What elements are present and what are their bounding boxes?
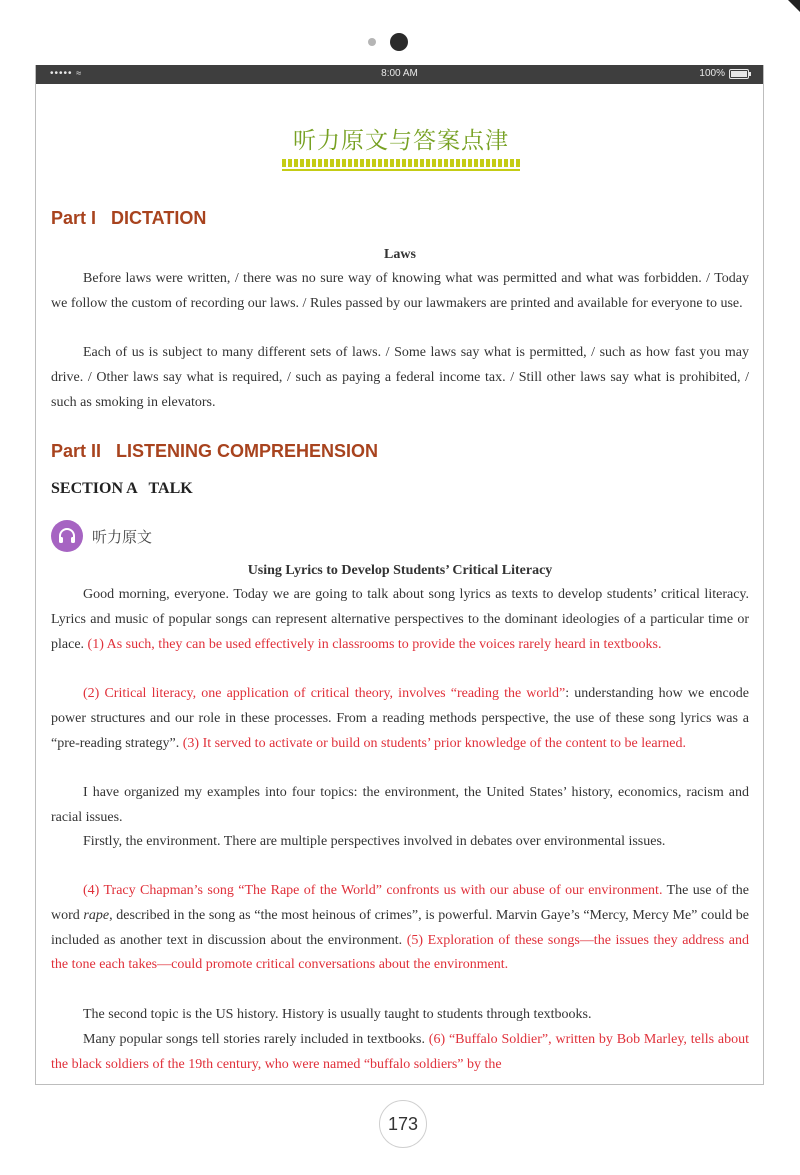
- listening-script-label: 听力原文: [92, 527, 153, 546]
- camera-dots: [368, 33, 428, 53]
- part2-paragraph-5: (4) Tracy Chapman’s song “The Rape of the World” confronts us with our abuse of our environment. The use of the word rape, described in the song as “the most heinous of crimes”, is powerful. Marvin Gaye’s “Mercy, Mercy Me” could be included as another text in discussion about the environment. (5) Exploration of these songs—the issues they address and the tone each takes—could promote critical conversations about the environment.: [51, 883, 749, 973]
- heading-decoration: [282, 159, 520, 167]
- status-time: 8:00 AM: [381, 68, 418, 79]
- battery-percent: 100%: [699, 68, 725, 79]
- page-number: 173: [379, 1100, 427, 1148]
- sensor-dot: [368, 38, 376, 46]
- answer-1: (1) As such, they can be used effectively in classrooms to provide the voices rarely heard in textbooks.: [87, 636, 662, 652]
- part2-paragraph-2: (2) Critical literacy, one application of critical theory, involves “reading the world”: understanding how we encode power structures and our role in these processes. From a reading methods perspective, the use of these song lyrics was a “pre-reading strategy”. (3) It served to activate or build on students’ prior knowledge of the content to be learned.: [51, 686, 749, 751]
- answer-5: (5) Exploration of these songs—the issues they address and the tone each takes—could promote critical conversations about the environment.: [51, 932, 749, 973]
- answer-3: (3) It served to activate or build on students’ prior knowledge of the content to be learned.: [182, 735, 686, 751]
- camera-lens: [390, 33, 408, 51]
- part2-paragraph-7: Many popular songs tell stories rarely included in textbooks. (6) “Buffalo Soldier”, written by Bob Marley, tells about the black soldiers of the 19th century, who were named “buffalo soldiers” by the: [51, 1032, 749, 1072]
- part2-title: Part II LISTENING COMPREHENSION: [51, 441, 379, 461]
- headphones-icon: [51, 520, 83, 552]
- answer-4: (4) Tracy Chapman’s song “The Rape of the World” confronts us with our abuse of our environment.: [83, 883, 663, 898]
- answer-6: (6) “Buffalo Soldier”, written by Bob Marley, tells about the black soldiers of the 19th century, who were named “buffalo soldiers” by the: [51, 1032, 749, 1072]
- part2-paragraph-6: The second topic is the US history. History is usually taught to students through textbooks.: [83, 1007, 592, 1022]
- section-banner: [281, 122, 521, 171]
- part2-paragraph-1: Good morning, everyone. Today we are going to talk about song lyrics as texts to develop students’ critical literacy. Lyrics and music of popular songs can represent alternative perspectives to the dominant ideologies of a particular time or place. (1) As such, they can be used effectively in classrooms to provide the voices rarely heard in textbooks.: [51, 587, 749, 652]
- signal-icon: ••••• ≈: [50, 68, 83, 79]
- status-bar: [36, 65, 763, 84]
- battery-icon: [729, 69, 749, 79]
- section-a-title: SECTION A TALK: [51, 480, 193, 497]
- part1-title: Part I DICTATION: [51, 208, 207, 228]
- part2-passage-title: Using Lyrics to Develop Students’ Critical Literacy: [247, 563, 553, 578]
- part1-paragraph-1: Before laws were written, / there was no sure way of knowing what was permitted and what was forbidden. / Today we follow the custom of recording our laws. / Rules passed by our lawmakers are printed and available for everyone to use.: [51, 271, 749, 311]
- part2-paragraph-4: Firstly, the environment. There are multiple perspectives involved in debates over environmental issues.: [83, 834, 666, 849]
- heading-underline: [282, 169, 520, 171]
- battery-status: [699, 68, 749, 79]
- corner-mark: [788, 0, 800, 12]
- answer-2: (2) Critical literacy, one application of critical theory, involves “reading the world”: [83, 686, 566, 701]
- part1-paragraph-2: Each of us is subject to many different sets of laws. / Some laws say what is permitted, / such as how fast you may drive. / Other laws say what is required, / such as paying a federal income tax. / Still other laws say what is prohibited, / such as smoking in elevators.: [51, 345, 749, 410]
- part1-passage-title: Laws: [384, 247, 416, 262]
- listening-script-tag: [51, 520, 152, 552]
- part2-paragraph-3: I have organized my examples into four topics: the environment, the United States’ history, economics, racism and racial issues.: [51, 785, 749, 825]
- page-heading: 听力原文与答案点津: [293, 128, 509, 154]
